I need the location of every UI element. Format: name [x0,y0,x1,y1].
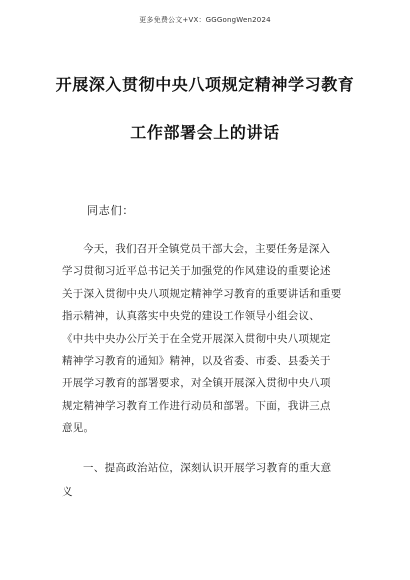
paragraph-line: 规定精神学习教育工作进行动员和部署。下面，我讲三点 [62,399,331,412]
document-title-line-1: 开展深入贯彻中央八项规定精神学习教育 [55,75,355,94]
paragraph-line: 意见。 [62,422,95,435]
section-heading-1 [62,456,352,504]
paragraph-line: 今天，我们召开全镇党员干部大会，主要任务是深入 [83,243,331,255]
paragraph-line: 关于深入贯彻中央八项规定精神学习教育的重要讲话和重要 [62,287,342,300]
header-note: 更多免费公文+VX：GGGongWen2024 [139,16,271,24]
paragraph-line: 精神学习教育的通知》精神，以及省委、市委、县委关于 [62,355,331,368]
document-title-line-2: 工作部署会上的讲话 [130,123,280,142]
paragraph-line: 指示精神，认真落实中央党的建设工作领导小组会议、 [62,310,320,323]
section-heading-line: 义 [62,486,73,498]
section-heading-line: 一、提高政治站位，深刻认识开展学习教育的重大意 [83,462,332,474]
salutation: 同志们： [87,204,135,217]
paragraph-line: 《中共中央办公厅关于在全党开展深入贯彻中央八项规定 [62,332,331,345]
paragraph-line: 学习贯彻习近平总书记关于加强党的作风建设的重要论述 [62,265,331,278]
paragraph-line: 开展学习教育的部署要求，对全镇开展深入贯彻中央八项 [62,377,331,390]
paragraph-intro [62,238,350,440]
